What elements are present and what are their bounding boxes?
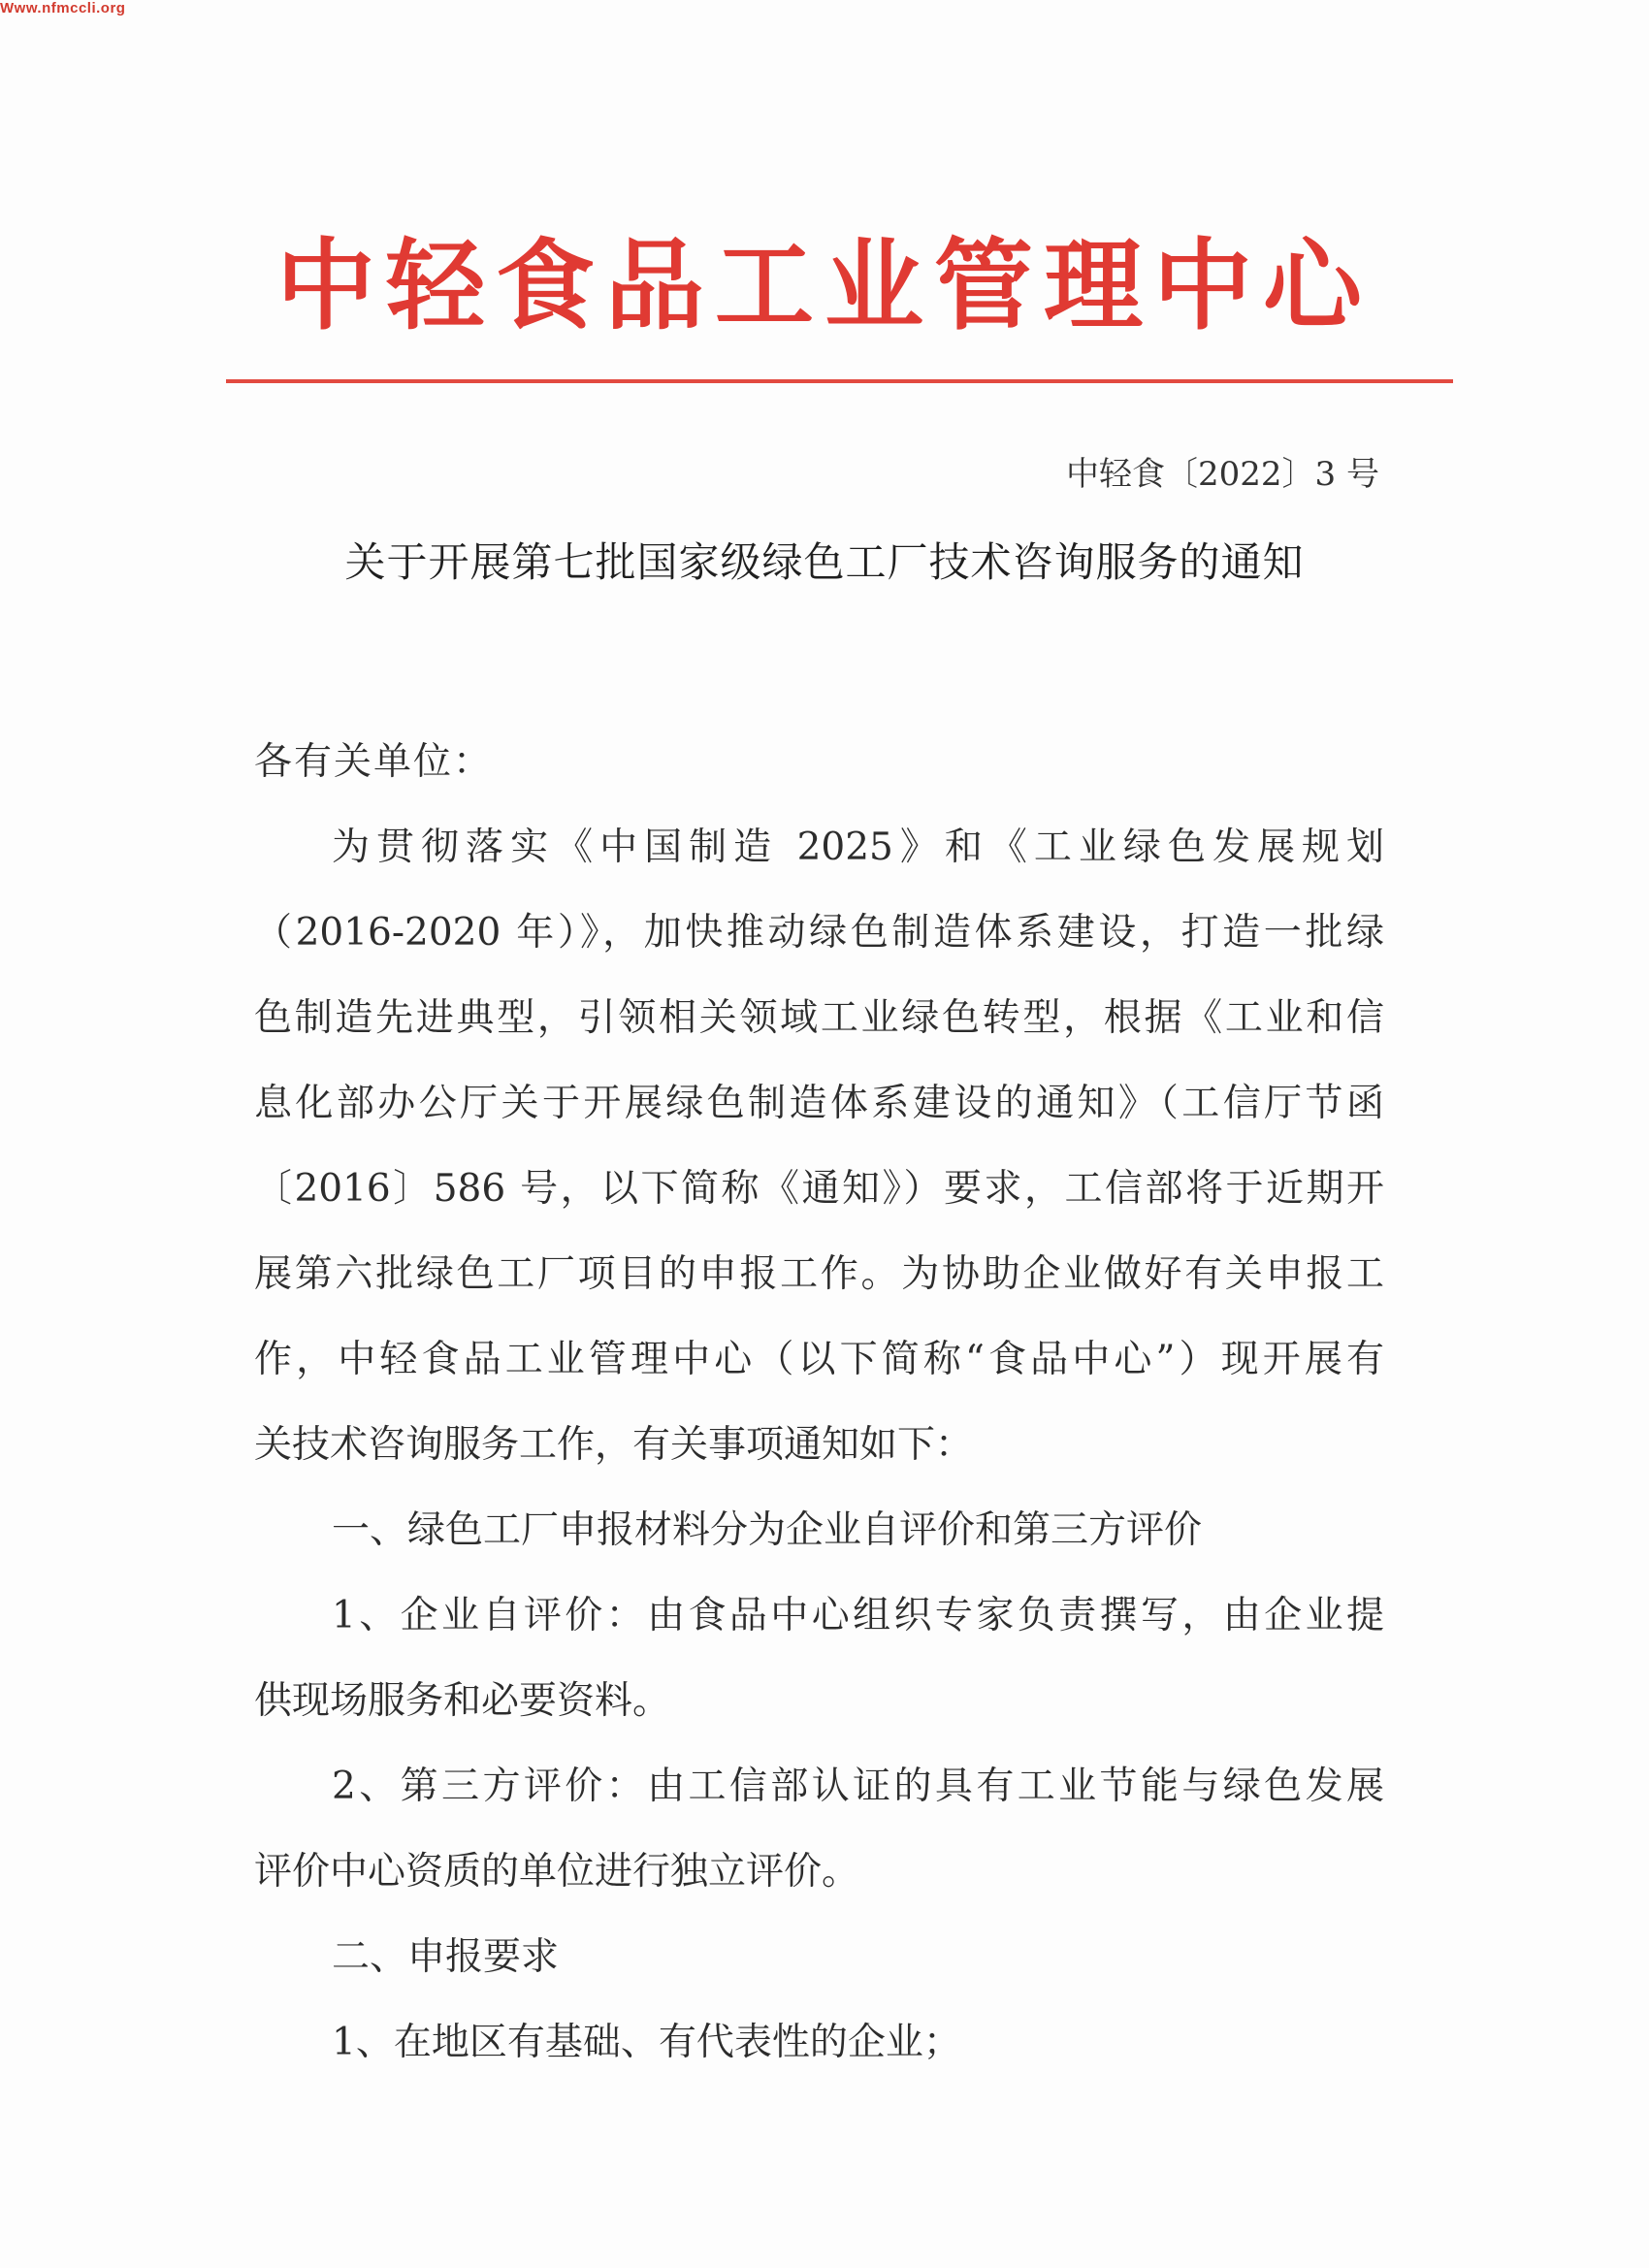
paragraph-line: 关技术咨询服务工作，有关事项通知如下： [254,1423,974,1467]
document-number: 中轻食〔2022〕3 号 [1066,455,1379,494]
paragraph-line: 展第六批绿色工厂项目的申报工作。为协助企业做好有关申报工 [254,1252,1384,1296]
paragraph-line: 为贯彻落实《中国制造 2025》和《工业绿色发展规划 [332,826,1384,869]
paragraph-line: 色制造先进典型，引领相关领域工业绿色转型，根据《工业和信 [254,996,1384,1040]
paragraph-line: （2016-2020 年）》，加快推动绿色制造体系建设，打造一批绿 [254,911,1384,955]
requirement-item: 1、在地区有基础、有代表性的企业； [332,2021,961,2064]
organization-letterhead: 中轻食品工业管理中心 [276,229,1373,344]
notice-title: 关于开展第七批国家级绿色工厂技术咨询服务的通知 [344,538,1305,586]
salutation: 各有关单位： [254,740,494,784]
section-heading-2: 二、申报要求 [332,1935,560,1979]
section-heading-1: 一、绿色工厂申报材料分为企业自评价和第三方评价 [332,1508,1203,1552]
paragraph-line: 息化部办公厅关于开展绿色制造体系建设的通知》（工信厅节函 [254,1082,1384,1125]
paragraph-line: 作，中轻食品工业管理中心（以下简称“食品中心”）现开展有 [254,1338,1384,1381]
item-2-line: 评价中心资质的单位进行独立评价。 [254,1850,860,1894]
notice-body [254,720,1384,2086]
item-1-line: 1、企业自评价：由食品中心组织专家负责撰写，由企业提 [332,1594,1384,1637]
letterhead-divider [226,379,1453,383]
item-2-line: 2、第三方评价：由工信部认证的具有工业节能与绿色发展 [332,1765,1384,1808]
item-1-line: 供现场服务和必要资料。 [254,1679,671,1723]
site-watermark: Www.nfmccli.org [0,0,126,16]
paragraph-line: 〔2016〕586 号，以下简称《通知》）要求，工信部将于近期开 [254,1167,1384,1211]
